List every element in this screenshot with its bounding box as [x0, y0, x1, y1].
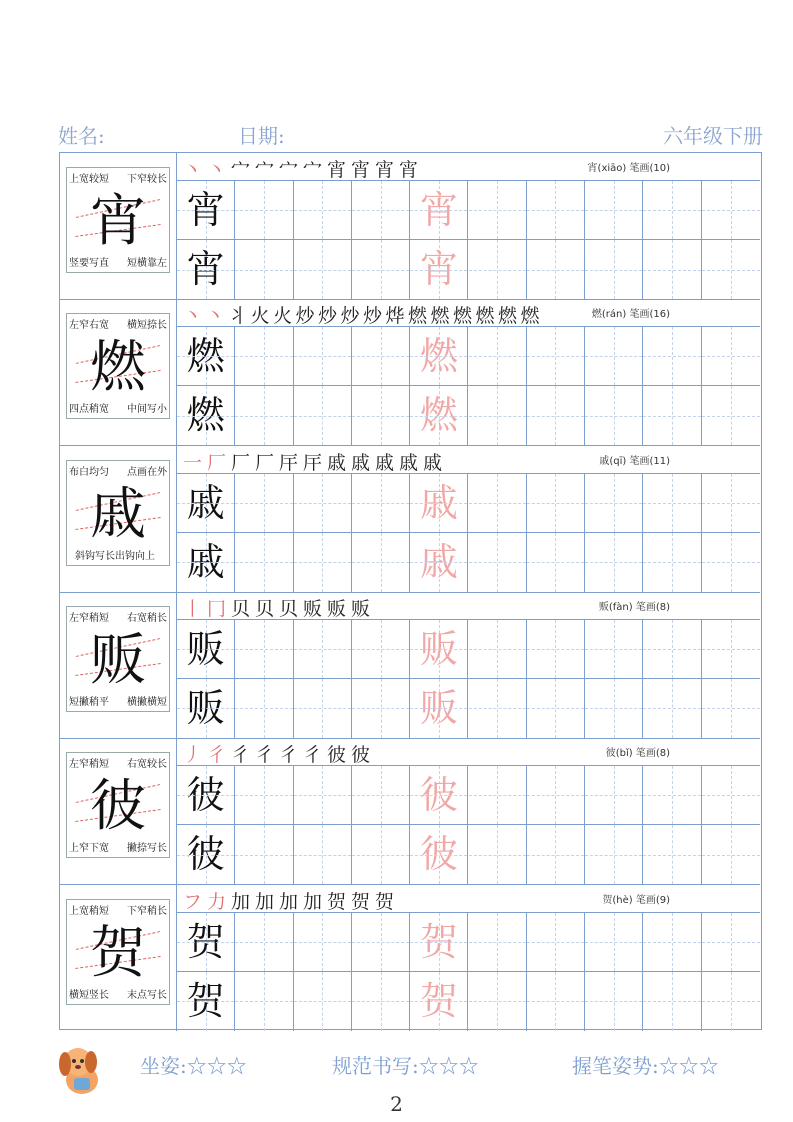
- sample-character: 贺: [186, 919, 225, 964]
- model-box: [66, 313, 170, 419]
- stroke-step: 贺: [375, 890, 395, 913]
- stroke-step: 贝: [279, 597, 299, 620]
- practice-cell[interactable]: [585, 972, 643, 1031]
- page-number: 2: [390, 1092, 403, 1116]
- stroke-step: 加: [255, 890, 275, 913]
- writing-tip: 点画在外: [127, 466, 167, 478]
- practice-cell[interactable]: [585, 474, 643, 532]
- puppy-mascot-icon: [52, 1040, 112, 1098]
- practice-cell[interactable]: [585, 327, 643, 385]
- practice-cell[interactable]: [352, 474, 410, 532]
- pinyin-stroke-info: 燃(rán) 笔画(16): [591, 309, 670, 321]
- practice-cell[interactable]: [585, 181, 643, 239]
- writing-tip: 布白均匀: [69, 466, 109, 478]
- model-box: [66, 899, 170, 1005]
- trace-character: 戚: [419, 539, 458, 584]
- stroke-step: 丶: [183, 159, 203, 181]
- practice-cell[interactable]: [527, 533, 585, 592]
- grip-rating: 握笔姿势:☆☆☆: [572, 1054, 719, 1078]
- practice-sheet: [59, 152, 762, 1030]
- practice-cell[interactable]: [235, 240, 293, 299]
- practice-cell[interactable]: [410, 533, 468, 592]
- practice-cell[interactable]: [294, 240, 352, 299]
- stroke-step: 贩: [327, 597, 347, 620]
- practice-cell[interactable]: [235, 533, 293, 592]
- trace-character: 燃: [419, 334, 458, 379]
- stroke-order-bar: [177, 299, 760, 327]
- practice-cell[interactable]: [643, 620, 701, 678]
- practice-cell[interactable]: [585, 679, 643, 738]
- practice-cell[interactable]: [235, 386, 293, 445]
- practice-cell[interactable]: [643, 825, 701, 884]
- practice-cell[interactable]: [702, 386, 760, 445]
- writing-tip: 下窄稍长: [127, 905, 167, 917]
- writing-tip: 竖要写直: [69, 258, 109, 269]
- stroke-order-bar: [177, 153, 760, 181]
- practice-cell[interactable]: [527, 181, 585, 239]
- practice-cell[interactable]: [469, 533, 527, 592]
- model-box: [66, 460, 170, 566]
- stroke-order-bar: [177, 592, 760, 620]
- stroke-step: 丶: [205, 305, 225, 328]
- stroke-step: 宵: [327, 159, 347, 181]
- practice-cell[interactable]: [410, 327, 468, 385]
- writing-tip: 短横靠左: [127, 258, 167, 269]
- practice-cell[interactable]: [469, 620, 527, 678]
- stroke-step: 冂: [207, 597, 227, 620]
- practice-cell[interactable]: [352, 533, 410, 592]
- practice-cell[interactable]: [352, 679, 410, 738]
- stroke-step: 贺: [327, 890, 347, 913]
- practice-cell[interactable]: [235, 972, 293, 1031]
- sample-character: 戚: [186, 480, 225, 525]
- stroke-step: 炒: [295, 305, 315, 328]
- model-column: [60, 885, 177, 1031]
- stroke-step: 宵: [399, 159, 419, 181]
- practice-cell[interactable]: [527, 913, 585, 971]
- stroke-order-bar: [177, 446, 760, 474]
- practice-cell[interactable]: [469, 972, 527, 1031]
- trace-character: 彼: [419, 832, 458, 877]
- practice-cell[interactable]: [235, 825, 293, 884]
- stroke-order-bar: [177, 738, 760, 766]
- character-block: [60, 592, 760, 739]
- trace-character: 燃: [419, 393, 458, 438]
- character-block: [60, 738, 760, 885]
- model-character: 彼: [90, 774, 146, 840]
- writing-tip: 右宽稍长: [127, 612, 167, 624]
- stroke-step: 宀: [279, 159, 299, 181]
- trace-character: 戚: [419, 480, 458, 525]
- model-box: [66, 606, 170, 712]
- practice-row: [177, 533, 760, 592]
- practice-cell[interactable]: [294, 327, 352, 385]
- practice-cell[interactable]: [469, 386, 527, 445]
- practice-cell[interactable]: [527, 474, 585, 532]
- practice-cell[interactable]: [469, 327, 527, 385]
- practice-cell[interactable]: [235, 181, 293, 239]
- practice-cell[interactable]: [469, 240, 527, 299]
- stroke-step: 戚: [375, 451, 395, 474]
- practice-cell[interactable]: [702, 679, 760, 738]
- practice-cell[interactable]: [527, 327, 585, 385]
- writing-tip: 四点稍宽: [69, 404, 109, 416]
- stroke-step: 彳: [207, 744, 227, 767]
- writing-tip: 右宽较长: [127, 759, 167, 771]
- practice-cell[interactable]: [177, 620, 235, 678]
- sample-character: 宵: [186, 188, 225, 232]
- practice-cell[interactable]: [410, 825, 468, 884]
- practice-cell[interactable]: [177, 913, 235, 971]
- writing-tip: 横短捺长: [127, 320, 167, 332]
- model-column: [60, 592, 177, 738]
- practice-cell[interactable]: [410, 386, 468, 445]
- stroke-step: 炒: [340, 305, 360, 328]
- practice-cell[interactable]: [177, 972, 235, 1031]
- stroke-step: 彳: [303, 744, 323, 767]
- stroke-step: 火: [250, 305, 270, 328]
- practice-cell[interactable]: [702, 533, 760, 592]
- practice-cell[interactable]: [294, 825, 352, 884]
- practice-cell[interactable]: [294, 533, 352, 592]
- grade-label: 六年级下册: [663, 124, 763, 148]
- practice-row: [177, 972, 760, 1031]
- sample-character: 戚: [186, 539, 225, 584]
- stroke-step: 宀: [255, 159, 275, 181]
- practice-cell[interactable]: [643, 766, 701, 824]
- stroke-step: 力: [207, 890, 227, 913]
- trace-character: 彼: [419, 773, 458, 818]
- stroke-step: 戚: [327, 451, 347, 474]
- practice-row: [177, 386, 760, 445]
- practice-cell[interactable]: [177, 386, 235, 445]
- stroke-step: 丬: [228, 305, 248, 328]
- pinyin-stroke-info: 戚(qī) 笔画(11): [599, 455, 670, 467]
- sample-character: 宵: [186, 247, 225, 291]
- stroke-order-bar: [177, 885, 760, 913]
- stroke-step: 火: [273, 305, 293, 328]
- practice-cell[interactable]: [585, 240, 643, 299]
- trace-character: 宵: [419, 188, 458, 232]
- practice-cell[interactable]: [702, 327, 760, 385]
- practice-cell[interactable]: [702, 181, 760, 239]
- practice-row: [177, 766, 760, 825]
- practice-cell[interactable]: [643, 474, 701, 532]
- writing-tip: 短撇稍平: [69, 696, 109, 708]
- practice-cell[interactable]: [527, 386, 585, 445]
- practice-cell[interactable]: [294, 620, 352, 678]
- practice-cell[interactable]: [352, 181, 410, 239]
- stroke-step: 贩: [351, 597, 371, 620]
- practice-cell[interactable]: [643, 240, 701, 299]
- practice-cell[interactable]: [410, 766, 468, 824]
- practice-cell[interactable]: [410, 913, 468, 971]
- stroke-step: 宵: [375, 159, 395, 181]
- practice-row: [177, 181, 760, 240]
- practice-cell[interactable]: [585, 913, 643, 971]
- practice-cell[interactable]: [294, 474, 352, 532]
- writing-tip: 中间写小: [127, 404, 167, 416]
- model-box: [66, 752, 170, 858]
- practice-cell[interactable]: [294, 913, 352, 971]
- stroke-step: 燃: [520, 305, 540, 328]
- practice-cell[interactable]: [177, 825, 235, 884]
- stroke-step: 戚: [399, 451, 419, 474]
- stroke-step: 加: [231, 890, 251, 913]
- practice-cell[interactable]: [410, 620, 468, 678]
- stroke-step: 炒: [363, 305, 383, 328]
- practice-cell[interactable]: [585, 620, 643, 678]
- practice-row: [177, 327, 760, 386]
- posture-rating: 坐姿:☆☆☆: [140, 1054, 247, 1078]
- stroke-step: 宀: [303, 159, 323, 181]
- stroke-step: 燃: [430, 305, 450, 328]
- writing-tip: 左窄稍短: [69, 759, 109, 771]
- writing-tip: 斜钩写长出钩向上: [75, 550, 155, 562]
- date-label: 日期:: [238, 124, 285, 148]
- practice-cell[interactable]: [469, 181, 527, 239]
- character-block: [60, 446, 760, 593]
- practice-cell[interactable]: [352, 240, 410, 299]
- practice-cell[interactable]: [177, 181, 235, 239]
- practice-cell[interactable]: [702, 972, 760, 1031]
- practice-cell[interactable]: [177, 766, 235, 824]
- writing-tip: 下窄较长: [127, 174, 167, 185]
- practice-cell[interactable]: [177, 240, 235, 299]
- sample-character: 贺: [186, 978, 225, 1023]
- name-label: 姓名:: [58, 124, 105, 148]
- practice-cell[interactable]: [235, 766, 293, 824]
- model-character: 戚: [90, 481, 146, 547]
- practice-cell[interactable]: [585, 533, 643, 592]
- practice-cell[interactable]: [410, 240, 468, 299]
- sample-character: 彼: [186, 832, 225, 877]
- practice-cell[interactable]: [702, 240, 760, 299]
- pinyin-stroke-info: 贩(fàn) 笔画(8): [598, 601, 670, 613]
- model-column: [60, 738, 177, 884]
- stroke-step: 烨: [385, 305, 405, 328]
- practice-cell[interactable]: [352, 386, 410, 445]
- stroke-step: 贺: [351, 890, 371, 913]
- pinyin-stroke-info: 宵(xiāo) 笔画(10): [587, 163, 670, 174]
- practice-cell[interactable]: [469, 766, 527, 824]
- practice-cell[interactable]: [177, 327, 235, 385]
- trace-character: 宵: [419, 247, 458, 291]
- model-box: [66, 167, 170, 273]
- sample-character: 贩: [186, 626, 225, 671]
- model-column: [60, 446, 177, 592]
- practice-cell[interactable]: [527, 766, 585, 824]
- stroke-step: 丨: [183, 597, 203, 620]
- stroke-step: 燃: [408, 305, 428, 328]
- practice-cell[interactable]: [294, 181, 352, 239]
- practice-row: [177, 679, 760, 738]
- practice-cell[interactable]: [235, 913, 293, 971]
- sample-character: 燃: [186, 334, 225, 379]
- practice-row: [177, 474, 760, 533]
- character-block: [60, 299, 760, 446]
- stroke-step: 戚: [423, 451, 443, 474]
- writing-tip: 横撇横短: [127, 696, 167, 708]
- practice-cell[interactable]: [294, 679, 352, 738]
- practice-cell[interactable]: [352, 766, 410, 824]
- writing-rating: 规范书写:☆☆☆: [332, 1054, 479, 1078]
- practice-cell[interactable]: [410, 181, 468, 239]
- practice-cell[interactable]: [410, 474, 468, 532]
- trace-character: 贺: [419, 919, 458, 964]
- trace-character: 贺: [419, 978, 458, 1023]
- character-block: [60, 885, 760, 1031]
- practice-cell[interactable]: [702, 913, 760, 971]
- practice-cell[interactable]: [702, 620, 760, 678]
- practice-cell[interactable]: [585, 825, 643, 884]
- practice-cell[interactable]: [643, 533, 701, 592]
- stroke-step: 戚: [351, 451, 371, 474]
- pinyin-stroke-info: 贺(hè) 笔画(9): [602, 894, 670, 906]
- practice-cell[interactable]: [469, 679, 527, 738]
- practice-cell[interactable]: [469, 474, 527, 532]
- practice-cell[interactable]: [410, 972, 468, 1031]
- practice-cell[interactable]: [235, 620, 293, 678]
- practice-cell[interactable]: [527, 679, 585, 738]
- practice-cell[interactable]: [352, 913, 410, 971]
- practice-cell[interactable]: [294, 386, 352, 445]
- stroke-step: 加: [279, 890, 299, 913]
- writing-tip: 左窄右宽: [69, 320, 109, 332]
- sample-character: 贩: [186, 685, 225, 730]
- practice-cell[interactable]: [527, 240, 585, 299]
- stroke-step: 贝: [231, 597, 251, 620]
- stroke-step: 燃: [498, 305, 518, 328]
- stroke-step: 丶: [207, 159, 227, 181]
- stroke-step: 贩: [303, 597, 323, 620]
- practice-cell[interactable]: [643, 181, 701, 239]
- stroke-step: 厂: [207, 451, 227, 474]
- model-character: 贺: [90, 920, 146, 986]
- stroke-step: 彼: [351, 744, 371, 767]
- practice-cell[interactable]: [702, 766, 760, 824]
- stroke-step: 厂: [231, 451, 251, 474]
- practice-cell[interactable]: [235, 679, 293, 738]
- stroke-step: 燃: [475, 305, 495, 328]
- practice-cell[interactable]: [702, 825, 760, 884]
- stroke-step: 燃: [453, 305, 473, 328]
- practice-cell[interactable]: [235, 327, 293, 385]
- practice-cell[interactable]: [235, 474, 293, 532]
- practice-row: [177, 825, 760, 884]
- practice-cell[interactable]: [585, 766, 643, 824]
- model-character: 宵: [90, 189, 146, 254]
- practice-cell[interactable]: [702, 474, 760, 532]
- practice-cell[interactable]: [177, 533, 235, 592]
- stroke-step: 厈: [303, 451, 323, 474]
- practice-cell[interactable]: [177, 679, 235, 738]
- practice-cell[interactable]: [294, 972, 352, 1031]
- practice-cell[interactable]: [352, 327, 410, 385]
- trace-character: 贩: [419, 685, 458, 730]
- model-column: [60, 299, 177, 445]
- stroke-step: 宵: [351, 159, 371, 181]
- practice-cell[interactable]: [585, 386, 643, 445]
- stroke-step: 彳: [231, 744, 251, 767]
- sample-character: 彼: [186, 773, 225, 818]
- practice-cell[interactable]: [643, 327, 701, 385]
- stroke-step: 丶: [183, 305, 203, 328]
- practice-row: [177, 620, 760, 679]
- writing-tip: 横短竖长: [69, 989, 109, 1001]
- writing-tip: 上窄下宽: [69, 843, 109, 855]
- writing-tip: 左窄稍短: [69, 612, 109, 624]
- practice-cell[interactable]: [527, 972, 585, 1031]
- pinyin-stroke-info: 彼(bǐ) 笔画(8): [605, 748, 670, 760]
- character-block: [60, 153, 760, 300]
- practice-row: [177, 240, 760, 299]
- stroke-step: 贝: [255, 597, 275, 620]
- practice-cell[interactable]: [410, 679, 468, 738]
- model-column: [60, 153, 177, 299]
- practice-cell[interactable]: [643, 972, 701, 1031]
- practice-cell[interactable]: [643, 913, 701, 971]
- practice-cell[interactable]: [643, 386, 701, 445]
- writing-tip: 上宽稍短: [69, 905, 109, 917]
- practice-cell[interactable]: [352, 620, 410, 678]
- stroke-step: 彳: [255, 744, 275, 767]
- stroke-step: 彳: [279, 744, 299, 767]
- stroke-step: 炒: [318, 305, 338, 328]
- practice-cell[interactable]: [643, 679, 701, 738]
- practice-cell[interactable]: [527, 620, 585, 678]
- stroke-step: 彼: [327, 744, 347, 767]
- writing-tip: 末点写长: [127, 989, 167, 1001]
- stroke-step: フ: [183, 890, 203, 913]
- stroke-step: 厈: [279, 451, 299, 474]
- practice-cell[interactable]: [527, 825, 585, 884]
- practice-cell[interactable]: [177, 474, 235, 532]
- stroke-step: 丿: [183, 744, 203, 767]
- stroke-step: 厂: [255, 451, 275, 474]
- writing-tip: 撇捺写长: [127, 843, 167, 855]
- practice-cell[interactable]: [469, 913, 527, 971]
- stroke-step: 宀: [231, 159, 251, 181]
- practice-cell[interactable]: [469, 825, 527, 884]
- stroke-step: 加: [303, 890, 323, 913]
- stroke-step: 一: [183, 451, 203, 474]
- model-character: 贩: [90, 627, 146, 693]
- trace-character: 贩: [419, 626, 458, 671]
- model-character: 燃: [90, 335, 146, 401]
- practice-row: [177, 913, 760, 972]
- practice-cell[interactable]: [352, 972, 410, 1031]
- practice-cell[interactable]: [294, 766, 352, 824]
- sample-character: 燃: [186, 393, 225, 438]
- practice-cell[interactable]: [352, 825, 410, 884]
- writing-tip: 上宽较短: [69, 174, 109, 185]
